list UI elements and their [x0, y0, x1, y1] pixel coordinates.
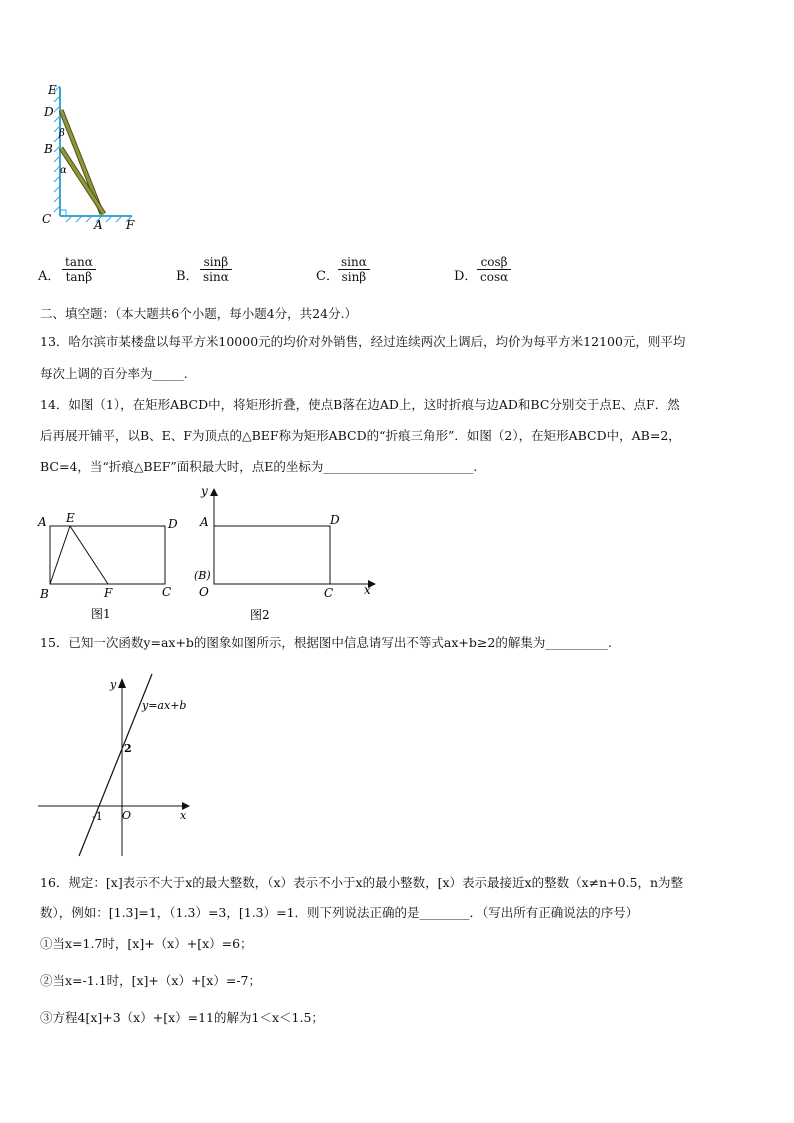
option-a-fraction [62, 255, 96, 284]
option-b-letter: B． [176, 269, 199, 284]
fig1-D: D [168, 517, 178, 531]
q16-line2: 数），例如：[1.3]=1，（1.3）=3，[1.3）=1．则下列说法正确的是________．（写出所有正确说法的序号） [40, 905, 639, 920]
figure-2 [190, 484, 380, 628]
q15-O: O [122, 809, 132, 822]
option-c-fraction [338, 255, 370, 284]
fig1-caption: 图1 [91, 607, 111, 621]
fig2-O: O [199, 585, 209, 599]
label-B: B [44, 142, 53, 156]
q16-item2: ②当x=-1.1时，[x]+（x）+[x）=-7； [40, 973, 262, 988]
q15-two: 2 [124, 742, 132, 755]
label-F: F [126, 218, 135, 232]
q14-line3: BC=4，当“折痕△BEF”面积最大时，点E的坐标为________________________. [40, 459, 478, 474]
fig1-E: E [66, 511, 75, 525]
q15-y: y [110, 678, 117, 691]
option-a-letter: A． [38, 269, 61, 284]
q14-line2: 后再展开铺平，以B、E、F为顶点的△BEF称为矩形ABCD的“折痕三角形”．如图（2），在矩形ABCD中，AB=2， [40, 428, 681, 443]
label-E: E [48, 83, 57, 97]
fig1-C: C [162, 585, 172, 599]
q13-line2: 每次上调的百分率为_____. [40, 366, 188, 381]
label-D: D [44, 105, 54, 119]
option-b-den: sinα [203, 270, 229, 284]
q13-line1: 13．哈尔滨市某楼盘以每平方米10000元的均价对外销售，经过连续两次上调后，均价为每平方米12100元，则平均 [40, 334, 686, 349]
option-c-letter: C． [316, 269, 339, 284]
option-d-letter: D． [454, 269, 478, 284]
section2-header: 二、填空题：（本大题共6个小题，每小题4分，共24分.） [40, 306, 358, 321]
option-a-den: tanβ [65, 270, 93, 284]
option-b-num: sinβ [200, 255, 232, 270]
option-a-num: tanα [62, 255, 96, 270]
fig2-B: (B) [194, 569, 211, 582]
q15-line1: 15．已知一次函数y=ax+b的图象如图所示，根据图中信息请写出不等式ax+b≥2的解集为__________. [40, 635, 612, 650]
label-C: C [42, 212, 52, 226]
q16-line1: 16．规定：[x]表示不大于x的最大整数，（x）表示不小于x的最小整数，[x）表示最接近x的整数（x≠n+0.5，n为整 [40, 875, 684, 890]
fig1-F: F [104, 586, 113, 600]
option-c-num: sinα [338, 255, 370, 270]
fig1-B: B [40, 587, 49, 601]
option-d-num: cosβ [477, 255, 511, 270]
fig1-A: A [38, 515, 47, 529]
label-alpha: α [60, 165, 67, 176]
fig2-D: D [330, 513, 340, 527]
fig2-x: x [364, 583, 371, 597]
q15-x: x [180, 809, 187, 822]
q16-item1: ①当x=1.7时，[x]+（x）+[x）=6； [40, 936, 253, 951]
q15-graph [34, 670, 194, 862]
option-b-fraction [200, 255, 232, 284]
fig2-caption: 图2 [250, 608, 270, 622]
q15-fn: y=ax+b [142, 699, 187, 712]
q16-item3: ③方程4[x]+3（x）+[x）=11的解为1＜x＜1.5； [40, 1010, 324, 1025]
fig2-C: C [324, 586, 334, 600]
q15-neg1: -1 [92, 810, 103, 823]
fig2-A: A [200, 515, 209, 529]
q14-line1: 14．如图（1），在矩形ABCD中，将矩形折叠，使点B落在边AD上，这时折痕与边AD和BC分别交于点E、点F．然 [40, 397, 680, 412]
option-d-den: cosα [480, 270, 509, 284]
label-A: A [94, 218, 103, 232]
label-beta: β [59, 128, 65, 139]
ladder-figure [36, 82, 146, 234]
fig2-y: y [201, 484, 208, 498]
option-d-fraction [477, 255, 511, 284]
figure-1 [34, 506, 184, 624]
option-c-den: sinβ [341, 270, 367, 284]
